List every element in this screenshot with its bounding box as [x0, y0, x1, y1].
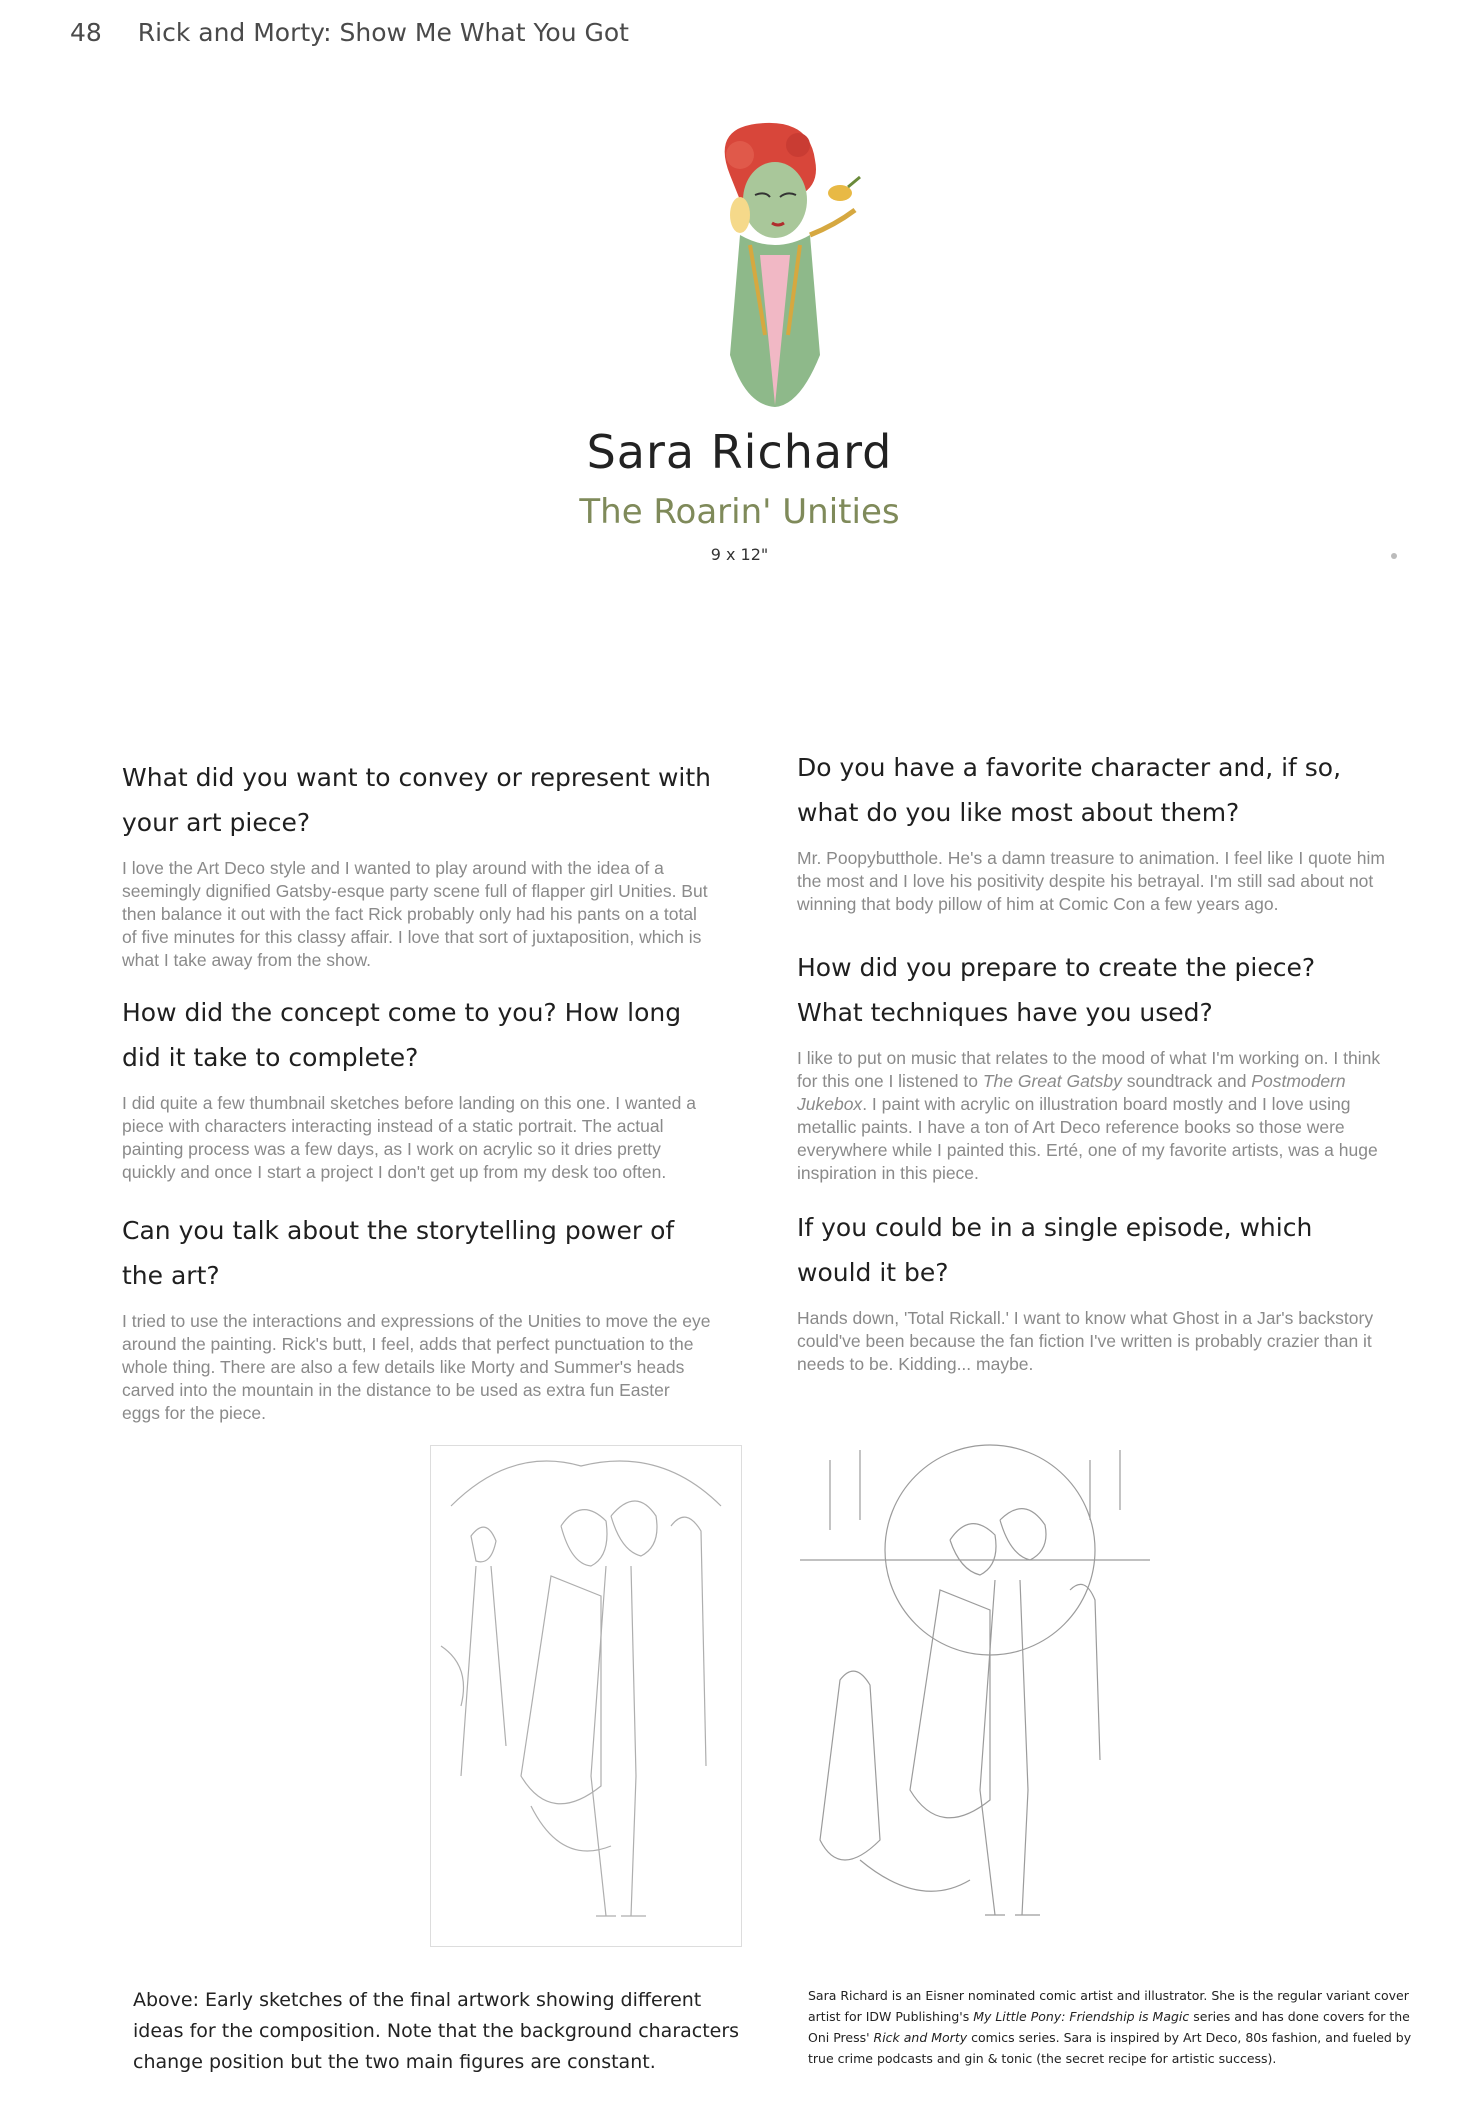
question-heading: How did you prepare to create the piece? What techniques have you used?	[797, 953, 1316, 1027]
answer-text: I tried to use the interactions and expressions of the Unities to move the eye around the painting. Rick's butt, I feel, adds that perfect punctuation to the whole thing. There are also a few details like Morty and Summer's heads carved into the mountain in the distance to be used as extra fun Easter eggs for the piece.	[122, 1311, 711, 1423]
answer-text: I like to put on music that relates to the mood of what I'm working on. I think for this one I listened to The Great Gatsby soundtrack and Postmodern Jukebox. I paint with acrylic on illustration board mostly and I love using metallic paints. I have a ton of Art Deco reference books so those were everywhere while I painted this. Erté, one of my favorite artists, was a huge inspiration in this piece.	[797, 1048, 1381, 1183]
answer-text: I did quite a few thumbnail sketches before landing on this one. I wanted a piece with characters interacting instead of a static portrait. The actual painting process was a few days, as I work on acrylic so it dries pretty quickly and once I start a project I don't get up from my desk too often.	[122, 1093, 696, 1182]
artist-bio: Sara Richard is an Eisner nominated comic artist and illustrator. She is the regular variant cover artist for IDW Publishing's My Little Pony: Friendship is Magic series and has done covers for the Oni Press' Rick and Morty comics series. Sara is inspired by Art Deco, 80s fashion, and fueled by true crime podcasts and gin & tonic (the secret recipe for artistic success).	[808, 1988, 1412, 2066]
page-number: 48	[70, 18, 102, 47]
question-heading: Can you talk about the storytelling power of the art?	[122, 1216, 675, 1290]
qa-block-left-2	[122, 990, 712, 1184]
sketch-image-1	[430, 1445, 742, 1947]
qa-block-right-1	[797, 745, 1387, 916]
qa-block-right-3	[797, 1205, 1387, 1376]
question-heading: What did you want to convey or represent with your art piece?	[122, 763, 712, 837]
artwork-title: The Roarin' Unities	[579, 492, 900, 532]
answer-text: Mr. Poopybutthole. He's a damn treasure to animation. I feel like I quote him the most and I love his positivity despite his betrayal. I'm still sad about not winning that body pillow of him at Comic Con a few years ago.	[797, 848, 1385, 914]
sketch-image-2	[800, 1440, 1150, 1940]
qa-block-right-2	[797, 945, 1387, 1185]
qa-block-left-3	[122, 1208, 712, 1425]
artist-name: Sara Richard	[586, 425, 893, 479]
answer-text: Hands down, 'Total Rickall.' I want to know what Ghost in a Jar's backstory could've been because the fan fiction I've written is probably crazier than it needs to be. Kidding... maybe.	[797, 1308, 1374, 1374]
question-heading: Do you have a favorite character and, if so, what do you like most about them?	[797, 753, 1342, 827]
page-header	[70, 18, 629, 47]
question-heading: If you could be in a single episode, which would it be?	[797, 1213, 1313, 1287]
artist-portrait-illustration	[670, 115, 880, 410]
decorative-speck	[1391, 553, 1397, 559]
book-title: Rick and Morty: Show Me What You Got	[137, 18, 629, 47]
artwork-size: 9 x 12"	[710, 545, 769, 564]
sketch-caption: Above: Early sketches of the final artwork showing different ideas for the composition. Note that the background characters change position but the two main figures are constant.	[133, 1989, 740, 2073]
qa-block-left-1	[122, 755, 712, 972]
question-heading: How did the concept come to you? How long did it take to complete?	[122, 998, 682, 1072]
answer-text: I love the Art Deco style and I wanted to play around with the idea of a seemingly dignified Gatsby-esque party scene full of flapper girl Unities. But then balance it out with the fact Rick probably only had his pants on a total of five minutes for this classy affair. I love that sort of juxtaposition, which is what I take away from the show.	[122, 858, 708, 970]
